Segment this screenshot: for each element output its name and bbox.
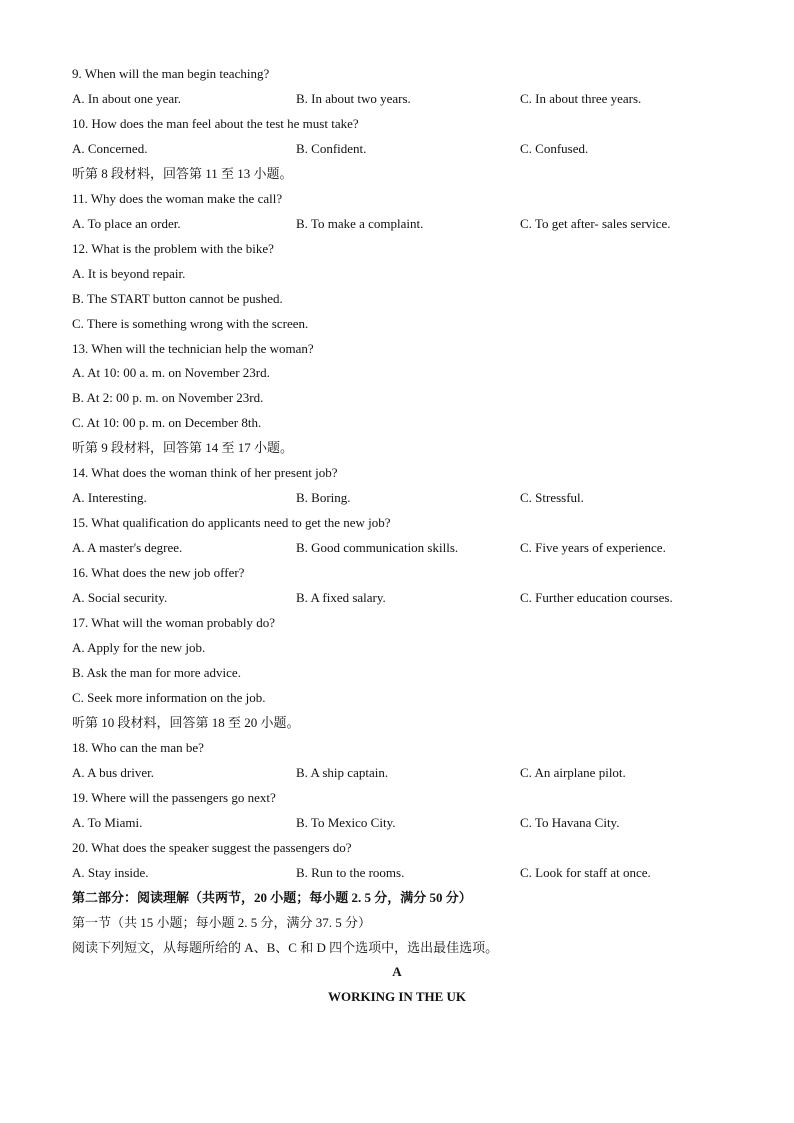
option-b: B. A ship captain. [296, 765, 389, 780]
option-a: A. A master's degree. [72, 540, 183, 555]
question-18-options [72, 760, 732, 785]
option-a: A. A bus driver. [72, 765, 154, 780]
option-a: A. To place an order. [72, 216, 181, 231]
question-19: 19. Where will the passengers go next? [72, 790, 276, 805]
question-14-options [72, 485, 732, 510]
option-a: A. Interesting. [72, 490, 147, 505]
option-c: C. Five years of experience. [520, 540, 666, 555]
question-19-options [72, 810, 732, 835]
question-12: 12. What is the problem with the bike? [72, 241, 274, 256]
question-20: 20. What does the speaker suggest the passengers do? [72, 840, 352, 855]
section-9-instruction: 听第 9 段材料，回答第 14 至 17 小题。 [72, 440, 294, 455]
question-10-options [72, 136, 732, 161]
option-a: A. Stay inside. [72, 865, 149, 880]
question-17: 17. What will the woman probably do? [72, 615, 276, 630]
option-c: C. In about three years. [520, 91, 642, 106]
question-16-options [72, 585, 732, 610]
section-10-instruction: 听第 10 段材料，回答第 18 至 20 小题。 [72, 715, 300, 730]
option-b: B. In about two years. [296, 91, 411, 106]
question-13-option-a: A. At 10: 00 a. m. on November 23rd. [72, 365, 270, 380]
option-c: C. Further education courses. [520, 590, 673, 605]
option-c: C. An airplane pilot. [520, 765, 626, 780]
question-11-options [72, 211, 732, 236]
part-2-heading: 第二部分：阅读理解（共两节，20 小题；每小题 2. 5 分，满分 50 分） [72, 890, 472, 905]
question-9-options [72, 86, 732, 111]
question-15-options [72, 535, 732, 560]
option-b: B. A fixed salary. [296, 590, 386, 605]
passage-title: WORKING IN THE UK [327, 989, 467, 1004]
option-a: A. In about one year. [72, 91, 182, 106]
question-15: 15. What qualification do applicants need to get the new job? [72, 515, 391, 530]
option-c: C. Look for staff at once. [520, 865, 651, 880]
option-c: C. Stressful. [520, 490, 584, 505]
option-b: B. Good communication skills. [296, 540, 459, 555]
option-b: B. Confident. [296, 141, 367, 156]
question-10: 10. How does the man feel about the test he must take? [72, 116, 359, 131]
question-11: 11. Why does the woman make the call? [72, 191, 283, 206]
option-b: B. To Mexico City. [296, 815, 396, 830]
question-9: 9. When will the man begin teaching? [72, 66, 270, 81]
question-13-option-c: C. At 10: 00 p. m. on December 8th. [72, 415, 262, 430]
option-c: C. Confused. [520, 141, 589, 156]
section-1-heading: 第一节（共 15 小题；每小题 2. 5 分，满分 37. 5 分） [72, 915, 372, 930]
question-13-option-b: B. At 2: 00 p. m. on November 23rd. [72, 390, 264, 405]
reading-instruction: 阅读下列短文，从每题所给的 A、B、C 和 D 四个选项中，选出最佳选项。 [72, 940, 499, 955]
question-14: 14. What does the woman think of her present job? [72, 465, 338, 480]
question-17-option-c: C. Seek more information on the job. [72, 690, 266, 705]
option-c: C. To get after- sales service. [520, 216, 671, 231]
option-b: B. To make a complaint. [296, 216, 424, 231]
option-b: B. Run to the rooms. [296, 865, 405, 880]
option-c: C. To Havana City. [520, 815, 620, 830]
question-20-options [72, 860, 732, 885]
option-a: A. Concerned. [72, 141, 148, 156]
section-8-instruction: 听第 8 段材料，回答第 11 至 13 小题。 [72, 166, 293, 181]
question-12-option-a: A. It is beyond repair. [72, 266, 186, 281]
question-13: 13. When will the technician help the woman? [72, 341, 314, 356]
passage-label: A [392, 964, 402, 979]
question-16: 16. What does the new job offer? [72, 565, 245, 580]
question-12-option-b: B. The START button cannot be pushed. [72, 291, 283, 306]
option-a: A. Social security. [72, 590, 168, 605]
question-17-option-a: A. Apply for the new job. [72, 640, 206, 655]
option-a: A. To Miami. [72, 815, 143, 830]
question-12-option-c: C. There is something wrong with the screen. [72, 316, 309, 331]
option-b: B. Boring. [296, 490, 351, 505]
question-17-option-b: B. Ask the man for more advice. [72, 665, 241, 680]
question-18: 18. Who can the man be? [72, 740, 204, 755]
